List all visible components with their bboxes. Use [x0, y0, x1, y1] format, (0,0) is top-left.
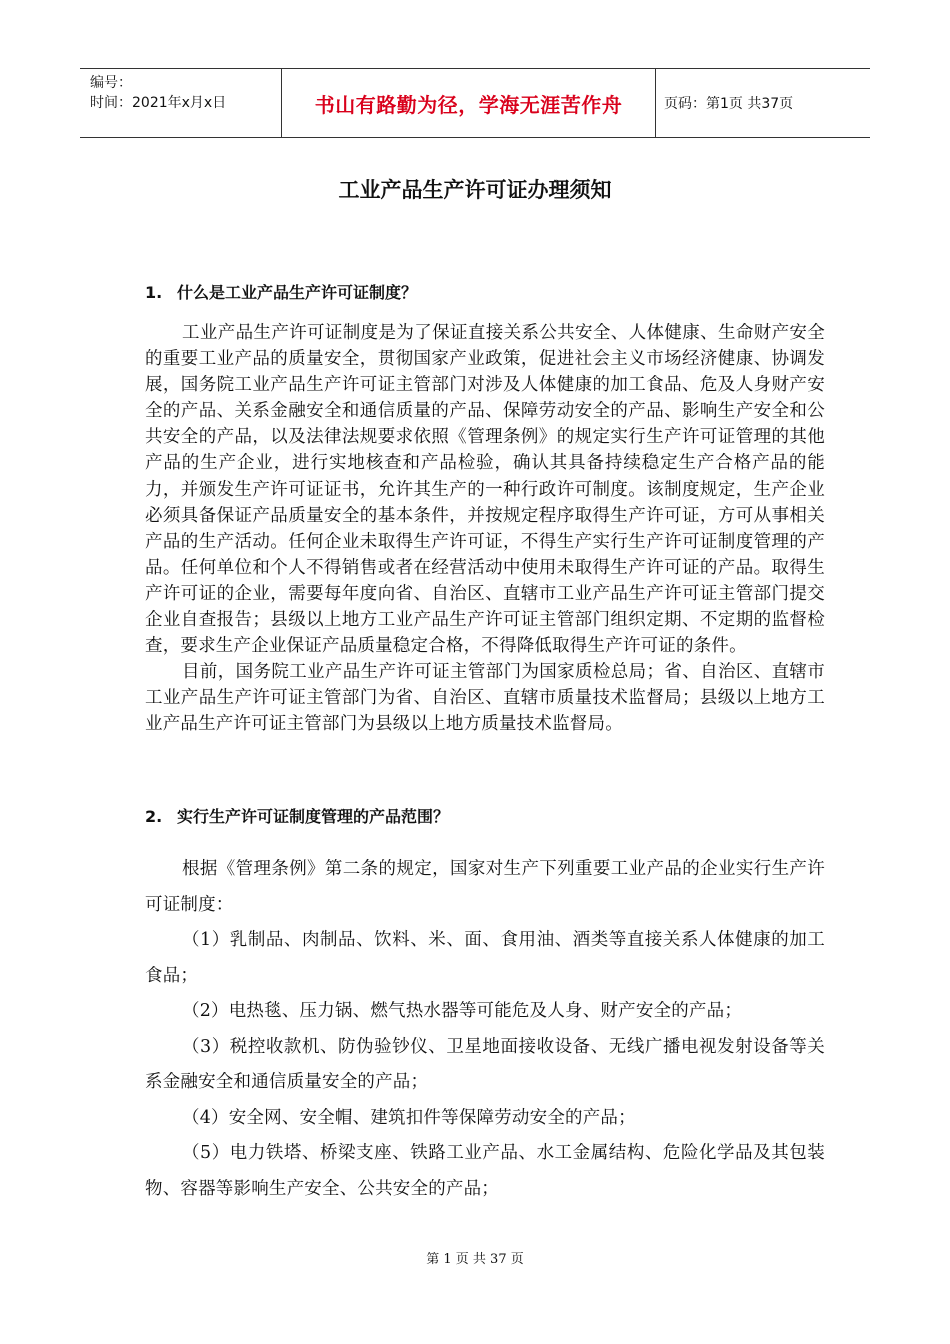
paragraph: 工业产品生产许可证制度是为了保证直接关系公共安全、人体健康、生命财产安全的重要工业产品的质量安全，贯彻国家产业政策，促进社会主义市场经济健康、协调发展，国务院工业产品生产许可证主管部门对涉及人体健康的加工食品、危及人身财产安全的产品、关系金融安全和通信质量的产品、保障劳动安全的产品、影响生产安全和公共安全的产品，以及法律法规要求依照《管理条例》的规定实行生产许可证管理的其他产品的生产企业，进行实地核查和产品检验，确认其具备持续稳定生产合格产品的能力，并颁发生产许可证证书，允许其生产的一种行政许可制度。该制度规定，生产企业必须具备保证产品质量安全的基本条件，并按规定程序取得生产许可证，方可从事相关产品的生产活动。任何企业未取得生产许可证，不得生产实行生产许可证制度管理的产品。任何单位和个人不得销售或者在经营活动中使用未取得生产许可证的产品。取得生产许可证的企业，需要每年度向省、自治区、直辖市工业产品生产许可证主管部门提交企业自查报告；县级以上地方工业产品生产许可证主管部门组织定期、不定期的监督检查，要求生产企业保证产品质量稳定合格，不得降低取得生产许可证的条件。: [145, 323, 825, 657]
list-item: （4）安全网、安全帽、建筑扣件等保障劳动安全的产品；: [182, 1107, 636, 1128]
document-header: [80, 68, 870, 138]
page-info: 页码：第1页 共37页: [664, 96, 794, 112]
list-item: （2）电热毯、压力锅、燃气热水器等可能危及人身、财产安全的产品；: [182, 1001, 743, 1021]
time-label: 时间：2021年x月x日: [90, 95, 227, 111]
section-1-body: [145, 320, 825, 738]
section-heading-1: [145, 280, 845, 303]
number-label: 编号：: [90, 75, 132, 91]
document-title: 工业产品生产许可证办理须知: [338, 178, 612, 202]
section-heading-text: 什么是工业产品生产许可证制度？: [177, 283, 418, 302]
list-item: （1）乳制品、肉制品、饮料、米、面、食用油、酒类等直接关系人体健康的加工食品；: [145, 930, 825, 986]
header-page-cell: [656, 69, 870, 137]
header-motto-cell: [282, 69, 656, 137]
section-number: 2.: [145, 807, 163, 826]
list-item: （5）电力铁塔、桥梁支座、铁路工业产品、水工金属结构、危险化学品及其包装物、容器等影响生产安全、公共安全的产品；: [145, 1143, 825, 1199]
section-heading-2: [145, 804, 845, 827]
section-heading-text: 实行生产许可证制度管理的产品范围？: [177, 807, 450, 826]
motto-text: 书山有路勤为径，学海无涯苦作舟: [314, 92, 623, 117]
paragraph: 根据《管理条例》第二条的规定，国家对生产下列重要工业产品的企业实行生产许可证制度：: [145, 859, 825, 915]
section-number: 1.: [145, 283, 163, 302]
page-footer: 第 1 页 共 37 页: [426, 1252, 524, 1267]
section-2-body: [145, 852, 825, 1207]
header-meta: [80, 69, 282, 137]
paragraph: 目前，国务院工业产品生产许可证主管部门为国家质检总局；省、自治区、直辖市工业产品生产许可证主管部门为省、自治区、直辖市质量技术监督局；县级以上地方工业产品生产许可证主管部门为县级以上地方质量技术监督局。: [145, 662, 825, 735]
list-item: （3）税控收款机、防伪验钞仪、卫星地面接收设备、无线广播电视发射设备等关系金融安全和通信质量安全的产品；: [145, 1036, 825, 1092]
